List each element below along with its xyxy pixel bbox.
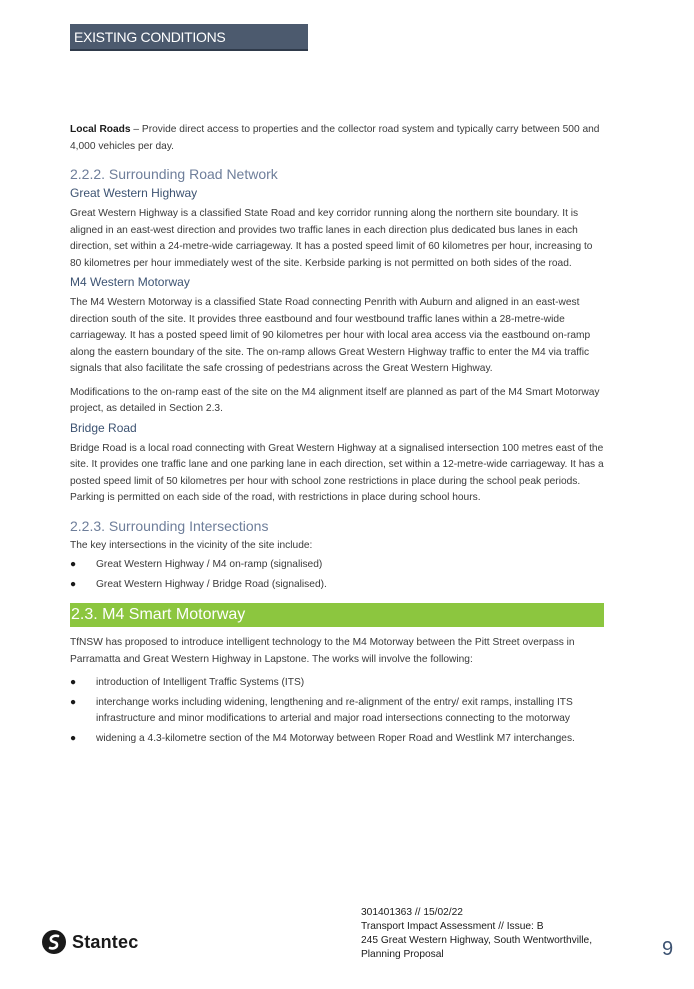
m4-paragraph-1: The M4 Western Motorway is a classified State Road connecting Penrith with Auburn and aligned in an east-west direction south of the site. It provides three eastbound and four westbound traffic lanes within a 28-metre-wide carriageway. It has a posted speed limit of 90 kilometres per hour with local area access via the eastbound on-ramp along the eastern boundary of the site. The on-ramp allows Great Western Highway traffic to enter the M4 via traffic signals that also facilitate the safe crossing of pedestrians across the Great Western Highway. xyxy=(70,297,591,374)
heading-surrounding-road-network: 2.2.2. Surrounding Road Network xyxy=(70,166,278,182)
intersections-intro: The key intersections in the vicinity of the site include: xyxy=(70,539,313,551)
list-item: ● interchange works including widening, lengthening and re-alignment of the entry/ exit ramps, installing ITS infrastructure and minor modifications to arterial and major road intersections connecting to the motorway xyxy=(70,696,573,724)
gwh-paragraph: Great Western Highway is a classified State Road and key corridor running along the northern site boundary. It is aligned in an east-west direction and provides two traffic lanes in each direction plus dedicated bus lanes in each direction, set within a 24-metre-wide carriageway. It has a posted speed limit of 60 kilometres per hour, increasing to 80 kilometres per hour immediately west of the site. Kerbside parking is not permitted on both sides of the road. xyxy=(70,208,593,269)
heading-m4-western-motorway: M4 Western Motorway xyxy=(70,275,190,289)
m4-paragraph-2: Modifications to the on-ramp east of the site on the M4 alignment itself are planned as part of the M4 Smart Motorway project, as detailed in Section 2.3. xyxy=(70,386,600,414)
intersections-list xyxy=(70,557,605,593)
list-item: ● Great Western Highway / M4 on-ramp (signalised) xyxy=(70,557,605,574)
local-roads-term: Local Roads xyxy=(70,124,131,135)
smart-motorway-list xyxy=(70,675,605,747)
heading-great-western-highway: Great Western Highway xyxy=(70,186,198,200)
stantec-logo xyxy=(41,929,138,955)
heading-bridge-road: Bridge Road xyxy=(70,420,137,435)
local-roads-paragraph xyxy=(70,122,605,155)
bullet-icon: ● xyxy=(70,559,77,570)
section-header-tab xyxy=(70,24,308,51)
footer-document-info xyxy=(361,906,592,962)
footer-proposal: Planning Proposal xyxy=(361,949,444,960)
bullet-icon: ● xyxy=(70,578,77,590)
stantec-logo-icon xyxy=(41,929,67,955)
footer-report-title: Transport Impact Assessment // Issue: B xyxy=(361,921,544,932)
section-header-title: EXISTING CONDITIONS xyxy=(74,29,226,45)
smart-motorway-intro: TfNSW has proposed to introduce intelligent technology to the M4 Motorway between the Pitt Street overpass in Parramatta and Great Western Highway in Lapstone. The works will involve the following: xyxy=(70,637,575,665)
bridge-road-paragraph: Bridge Road is a local road connecting with Great Western Highway at a signalised intersection 100 metres east of the site. It provides one traffic lane and one parking lane in each direction, set within a 12-metre-wide carriageway. It has a posted speed limit of 50 kilometres per hour with school zone restrictions in place during the school peak periods. Parking is permitted on each side of the road, with restrictions in place during school hours. xyxy=(70,442,604,503)
list-item: ● Great Western Highway / Bridge Road (signalised). xyxy=(70,577,605,594)
list-item: ● widening a 4.3-kilometre section of the M4 Motorway between Roper Road and Westlink M7 interchanges. xyxy=(70,731,605,748)
list-item: ● introduction of Intelligent Traffic Systems (ITS) xyxy=(70,675,605,692)
stantec-wordmark: Stantec xyxy=(72,931,139,952)
bullet-icon: ● xyxy=(70,732,77,744)
footer-address: 245 Great Western Highway, South Wentworthville, xyxy=(361,935,593,946)
bullet-icon: ● xyxy=(70,696,77,708)
heading-surrounding-intersections: 2.2.3. Surrounding Intersections xyxy=(70,517,269,534)
footer-project-number: 301401363 // 15/02/22 xyxy=(361,907,463,918)
bullet-icon: ● xyxy=(70,677,77,688)
page-number: 9 xyxy=(662,938,674,960)
page-content xyxy=(70,122,605,753)
local-roads-text: – Provide direct access to properties and the collector road system and typically carry between 500 and 4,000 vehicles per day. xyxy=(70,124,600,152)
section-heading-m4-smart-motorway: 2.3. M4 Smart Motorway xyxy=(70,603,604,627)
